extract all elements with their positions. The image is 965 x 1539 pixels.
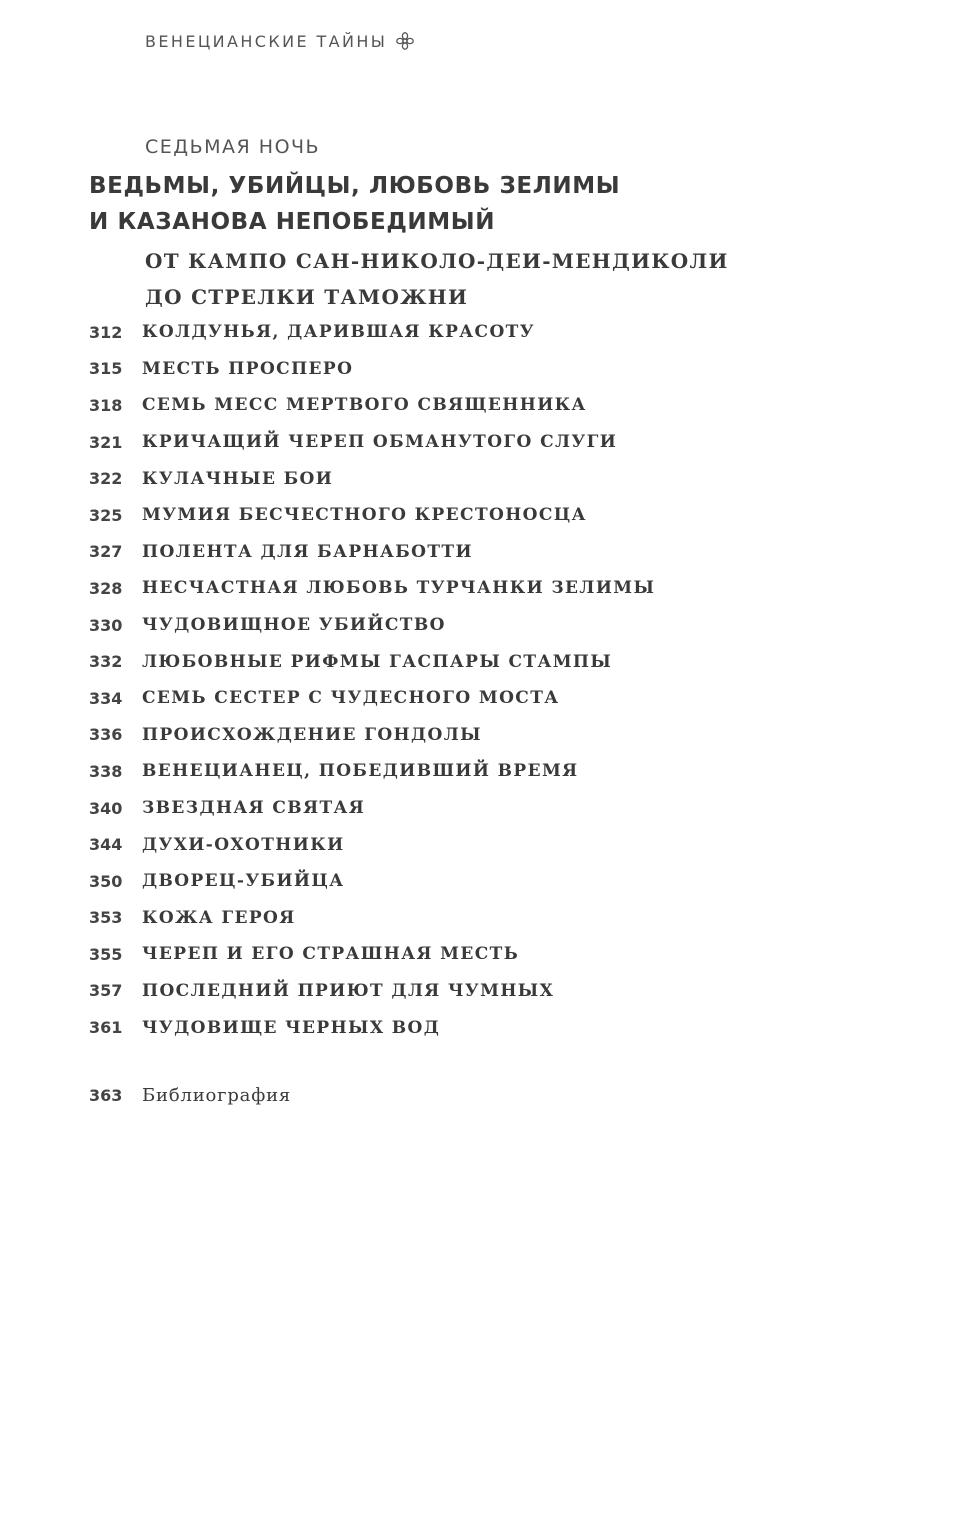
toc-entry: [89, 863, 655, 900]
toc-entry: [89, 424, 655, 461]
toc-page-number: 312: [89, 322, 123, 342]
toc-page-number: 338: [89, 761, 123, 781]
chapter-route-line: ОТ КАМПО САН-НИКОЛО-ДЕИ-МЕНДИКОЛИ: [145, 249, 729, 273]
toc-page-number: 315: [89, 359, 123, 379]
toc-page-number: 357: [89, 981, 123, 1001]
toc-entry: [89, 790, 655, 827]
bibliography-entry: [89, 1085, 291, 1106]
toc-entry: [89, 387, 655, 424]
toc-entry-title: СЕМЬ СЕСТЕР С ЧУДЕСНОГО МОСТА: [142, 688, 560, 709]
toc-entry-title: ПРОИСХОЖДЕНИЕ ГОНДОЛЫ: [142, 724, 483, 745]
toc-page-number: 322: [89, 469, 123, 489]
toc-entry-title: ДВОРЕЦ-УБИЙЦА: [142, 871, 345, 892]
toc-page-number: 334: [89, 688, 123, 708]
chapter-route-line: ДО СТРЕЛКИ ТАМОЖНИ: [145, 285, 469, 309]
toc-entry: [89, 680, 655, 717]
toc-entry: [89, 936, 655, 973]
toc-entry: [89, 753, 655, 790]
toc-page-number: 340: [89, 798, 123, 818]
toc-page-number: 353: [89, 908, 123, 928]
toc-page-number: 344: [89, 835, 123, 855]
toc-entry-title: ПОЛЕНТА ДЛЯ БАРНАБОТТИ: [142, 541, 473, 562]
toc-page-number: 321: [89, 432, 123, 452]
toc-entry-title: СЕМЬ МЕСС МЕРТВОГО СВЯЩЕННИКА: [142, 395, 587, 416]
toc-entry: [89, 1009, 655, 1046]
toc-entry: [89, 826, 655, 863]
toc-page-number: 330: [89, 615, 123, 635]
toc-entry: [89, 314, 655, 351]
rosette-icon: [395, 31, 415, 51]
toc-entry-title: КРИЧАЩИЙ ЧЕРЕП ОБМАНУТОГО СЛУГИ: [142, 432, 618, 453]
toc-entry-title: ЛЮБОВНЫЕ РИФМЫ ГАСПАРЫ СТАМПЫ: [142, 651, 613, 672]
toc-page-number: 350: [89, 871, 123, 891]
toc-entry: [89, 460, 655, 497]
toc-entry-title: КОЛДУНЬЯ, ДАРИВШАЯ КРАСОТУ: [142, 322, 535, 343]
toc-page-number: 361: [89, 1018, 123, 1038]
bibliography-title: Библиография: [142, 1085, 292, 1106]
toc-entry: [89, 351, 655, 388]
toc-entry-title: МЕСТЬ ПРОСПЕРО: [142, 358, 354, 379]
toc-entry-title: ВЕНЕЦИАНЕЦ, ПОБЕДИВШИЙ ВРЕМЯ: [142, 761, 579, 782]
chapter-route: [145, 243, 729, 315]
toc-list: [89, 314, 655, 1046]
toc-page-number: 325: [89, 505, 123, 525]
toc-entry-title: ЧУДОВИЩЕ ЧЕРНЫХ ВОД: [142, 1017, 441, 1038]
running-head-text: ВЕНЕЦИАНСКИЕ ТАЙНЫ: [145, 31, 388, 51]
toc-entry: [89, 900, 655, 937]
toc-entry: [89, 570, 655, 607]
toc-entry: [89, 534, 655, 571]
chapter-title-line: ВЕДЬМЫ, УБИЙЦЫ, ЛЮБОВЬ ЗЕЛИМЫ: [89, 173, 621, 199]
toc-entry-title: ЗВЕЗДНАЯ СВЯТАЯ: [142, 798, 366, 819]
toc-page-number: 363: [89, 1086, 123, 1105]
toc-page-number: 355: [89, 944, 123, 964]
chapter-title: [89, 168, 620, 240]
toc-entry: [89, 643, 655, 680]
toc-entry-title: ДУХИ-ОХОТНИКИ: [142, 834, 345, 855]
toc-entry: [89, 973, 655, 1010]
toc-entry-title: МУМИЯ БЕСЧЕСТНОГО КРЕСТОНОСЦА: [142, 505, 587, 526]
toc-entry: [89, 607, 655, 644]
toc-page-number: 328: [89, 578, 123, 598]
toc-entry-title: ПОСЛЕДНИЙ ПРИЮТ ДЛЯ ЧУМНЫХ: [142, 980, 555, 1001]
toc-entry-title: НЕСЧАСТНАЯ ЛЮБОВЬ ТУРЧАНКИ ЗЕЛИМЫ: [142, 578, 656, 599]
toc-page-number: 336: [89, 725, 123, 745]
toc-entry-title: КУЛАЧНЫЕ БОИ: [142, 468, 334, 489]
toc-entry-title: ЧЕРЕП И ЕГО СТРАШНАЯ МЕСТЬ: [142, 944, 520, 965]
toc-page-number: 318: [89, 395, 123, 415]
chapter-title-line: И КАЗАНОВА НЕПОБЕДИМЫЙ: [89, 209, 496, 235]
night-label: СЕДЬМАЯ НОЧЬ: [145, 136, 321, 158]
toc-entry-title: ЧУДОВИЩНОЕ УБИЙСТВО: [142, 615, 446, 636]
toc-entry-title: КОЖА ГЕРОЯ: [142, 907, 296, 928]
toc-entry: [89, 717, 655, 754]
running-head: [145, 31, 415, 51]
toc-page-number: 332: [89, 652, 123, 672]
toc-entry: [89, 497, 655, 534]
toc-page-number: 327: [89, 542, 123, 562]
